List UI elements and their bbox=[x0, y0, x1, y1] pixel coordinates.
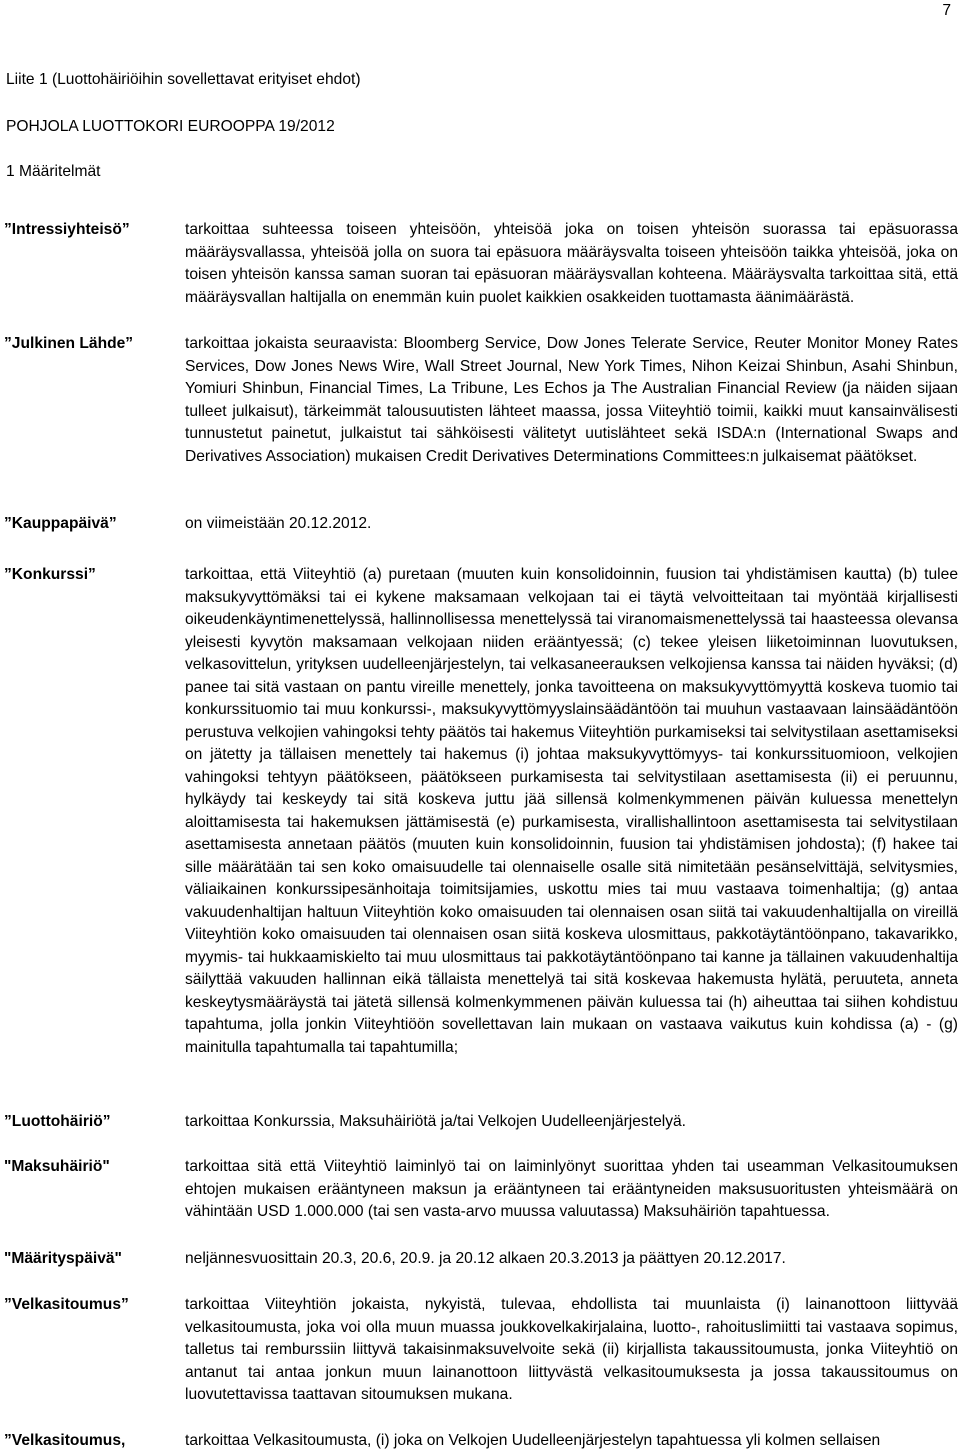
definition-term: ”Luottohäiriö” bbox=[4, 1113, 111, 1130]
definition-text: tarkoittaa Konkurssia, Maksuhäiriötä ja/tai Velkojen Uudelleenjärjestelyä. bbox=[185, 1113, 687, 1130]
definition-text: tarkoittaa jokaista seuraavista: Bloomberg Service, Dow Jones Telerate Service, Reuter Monitor Money Rates Services, Dow Jones News Wire, Wall Street Journal, New York Times, Nihon Keizai Shinbun, Asahi Shinbun, Yomiuri Shinbun, Financial Times, La Tribune, Les Echos ja The Australian Financial Review (ja näiden sijaan tulleet julkaisut), tärkeimmät talousuutisten lähteet maassa, jossa Viiteyhtiö toimii, kaikki muut kansainvälisesti tunnustetut painetut, julkaistut tai sähköisesti välitetyt uutislähteet sekä ISDA:n (International Swaps and Derivatives Association) mukaisen Credit Derivatives Determinations Committees:n julkaisemat päätökset. bbox=[185, 335, 958, 465]
definition-term: "Määrityspäivä" bbox=[4, 1250, 122, 1267]
definition-term: ”Julkinen Lähde” bbox=[4, 335, 134, 352]
definition-text: tarkoittaa suhteessa toiseen yhteisöön, yhteisöä joka on toisen yhteisön suorassa tai epäsuorassa määräysvallassa, yhteisöä jolla on suora tai epäsuora määräysvalta toiseen yhteisöön taikka yhteisöä, joka on toisen yhteisön kanssa saman suoran tai epäsuoran määräysvallan kohteena. Määräysvalta tarkoittaa sitä, että määräysvallan haltijalla on enemmän kuin puolet kaikkien osakkeiden tuottamasta äänimäärästä. bbox=[185, 221, 958, 306]
definition-term: ”Kauppapäivä” bbox=[4, 515, 117, 532]
definition-text: tarkoittaa Viiteyhtiön jokaista, nykyistä, tulevaa, ehdollista tai muunlaista (i) lainanottoon liittyvää velkasitoumusta, joka voi olla muun muassa joukkovelkakirjalaina, luotto-, rahoituslimiitti tai vastaava sopimus, talletus tai remburssiin liittyvä takaisinmaksuvelvoite sekä (ii) kirjallista takaussitoumusta, jonka Viiteyhtiö on antanut tai antaa jonkun muun lainanottoon liittyvästä velkasitoumuksesta ja jossa takaussitoumus on luovutettavissa taattavan sitoumuksen mukana. bbox=[185, 1296, 958, 1403]
section-heading: 1 Määritelmät bbox=[6, 163, 101, 180]
definition-term: ”Velkasitoumus” bbox=[4, 1296, 129, 1313]
page-number: 7 bbox=[942, 2, 951, 19]
definition-text: tarkoittaa Velkasitoumusta, (i) joka on Velkojen Uudelleenjärjestelyn tapahtuessa yli kolmen sellaisen bbox=[185, 1432, 881, 1449]
definition-term: ”Intressiyhteisö” bbox=[4, 221, 130, 238]
basket-heading: POHJOLA LUOTTOKORI EUROOPPA 19/2012 bbox=[6, 118, 335, 135]
annex-heading: Liite 1 (Luottohäiriöihin sovellettavat erityiset ehdot) bbox=[6, 71, 361, 88]
definition-term: ”Konkurssi” bbox=[4, 566, 96, 583]
definition-text: tarkoittaa sitä että Viiteyhtiö laiminlyö tai on laiminlyönyt suorittaa yhden tai useamman Velkasitoumuksen ehtojen mukaisen erääntyneen maksun ja erääntyneen tai erääntyneiden maksusuoritusten yhteismäärä on vähintään USD 1.000.000 (tai sen vasta-arvo muussa valuutassa) Maksuhäiriön tapahtuessa. bbox=[185, 1158, 958, 1220]
definition-term: "Maksuhäiriö" bbox=[4, 1158, 110, 1175]
definition-text: neljännesvuosittain 20.3, 20.6, 20.9. ja 20.12 alkaen 20.3.2013 ja päättyen 20.12.2017. bbox=[185, 1250, 786, 1267]
definition-text: on viimeistään 20.12.2012. bbox=[185, 515, 372, 532]
definition-term: ”Velkasitoumus, bbox=[4, 1432, 126, 1449]
definition-text: tarkoittaa, että Viiteyhtiö (a) puretaan (muuten kuin konsolidoinnin, fuusion tai yhdistämisen kautta) (b) tulee maksukyvyttömäksi tai ei kykene maksamaan velkojaan tai ei täytä velvoitteitaan tai myöntää kirjallisesti oikeudenkäyntimenettelyssä, hallinnollisessa menettelyssä tai viranomaismenettelyssä tai haasteessa olevansa yleisesti kyvytön maksamaan velkojaan niiden erääntyessä; (c) tekee yleisen liiketoiminnan luovutuksen, velkasovittelun, yrityksen uudelleenjärjestelyn, tai velkasaneerauksen velkojiensa kanssa tai näiden hyväksi; (d) panee tai sitä vastaan on pantu vireille menettely, jonka tavoitteena on maksukyvyttömyyttä koskeva tuomio tai konkurssituomio tai muu konkurssi-, maksukyvyttömyyslainsäädäntöön tai muuhun vastaavaan lainsäädäntöön perustuva velkojien vahingoksi tehty päätös tai hakemus Viiteyhtiön purkamiseksi tai selvitystilaan asettamiseksi on jätetty ja tällaisen menettely tai hakemus (i) johtaa maksukyvyttömyys- tai konkurssituomioon, velkojien vahingoksi tehtyyn päätökseen, päätökseen purkamisesta tai selvitystilaan asettamisesta (ii) ei peruunnu, hylkäydy tai keskeydy tai sitä koskeva juttu jää sillensä kolmenkymmenen päivän kuluessa menettelyn aloittamisesta tai hakemuksen jättämisestä (e) purkamisesta, virallishallintoon asettamisesta tai selvitystilaan asettamisesta annetaan päätös (muuten kuin konsolidoinnin, fuusion tai yhdistämisen johdosta); (f) hakee tai sille määrätään tai sen koko omaisuudelle tai olennaiselle osalle sitä nimitetään pesänselvittäjä, selvitysmies, väliaikainen konkurssipesänhoitaja toimitsijamies, uskottu mies tai muu vastaava toimenhaltija; (g) antaa vakuudenhaltijan haltuun Viiteyhtiön koko omaisuuden tai olennaisen osan siitä tai vakuudenhaltijalla on vireillä Viiteyhtiön koko omaisuuden tai olennaisen osan siitä koskeva ulosmittaus, pakkotäytäntöönpano, takavarikko, myymis- tai hukkaamiskielto tai muu ulosmittaus tai pakkotäytäntöönpano tai kanne ja tällainen vakuudenhaltija säilyttää vakuuden hallinnan eikä tällaista menettelyä tai sitä koskevaa hakemusta hylätä, peruuteta, anneta keskeytysmääräystä tai jätetä sillensä kolmenkymmenen päivän kuluessa tai (h) aiheuttaa tai siihen kohdistuu tapahtuma, jolla jonkin Viiteyhtiöön sovellettavan lain mukaan on vastaava vaikutus kuin kohdissa (a) - (g) mainitulla tapahtumalla tai tapahtumilla; bbox=[185, 566, 958, 1056]
